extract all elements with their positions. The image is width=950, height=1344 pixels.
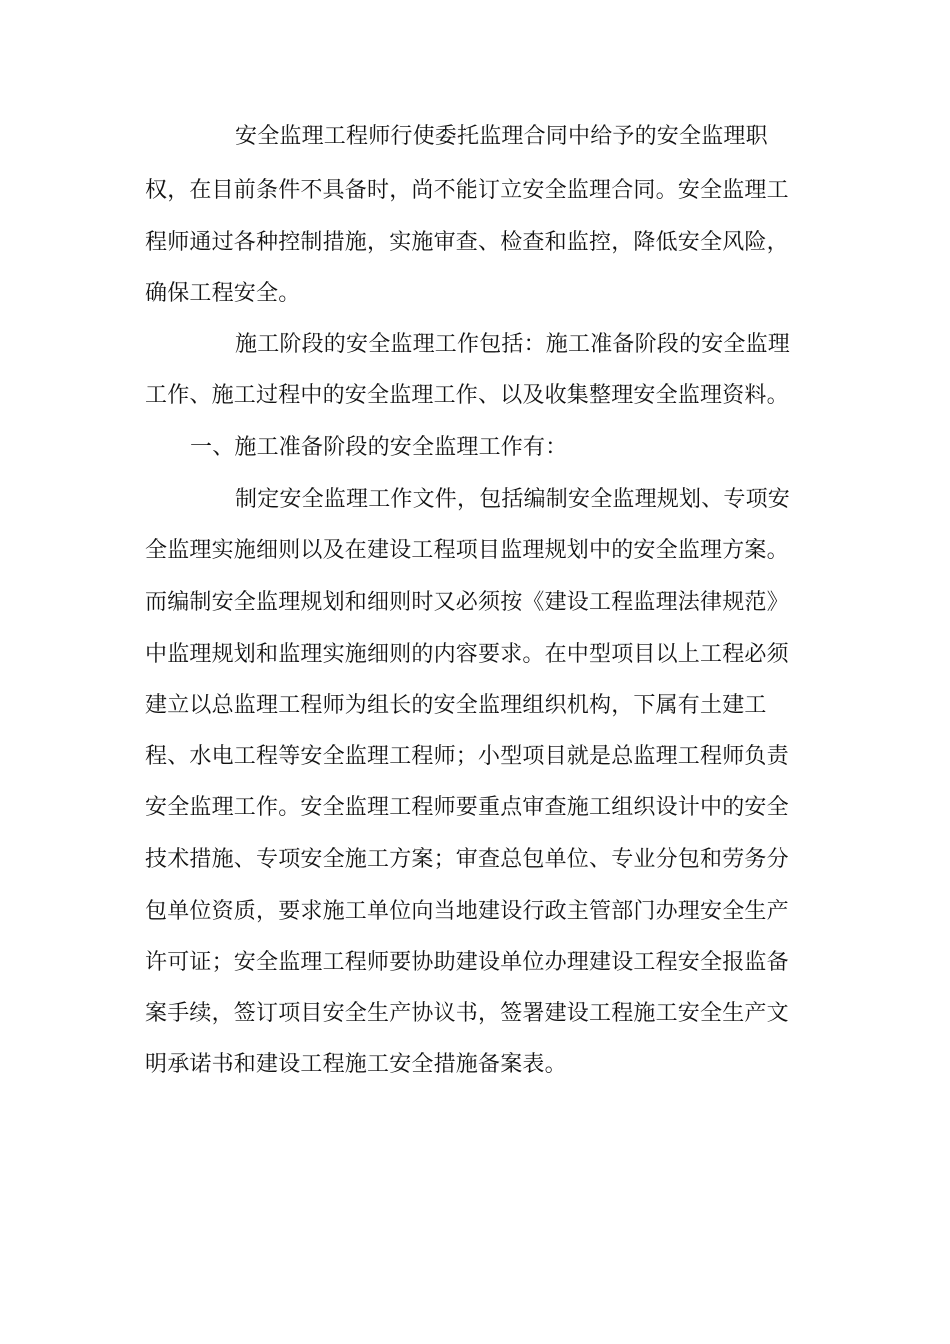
paragraph-2-line-1: 施工阶段的安全监理工作包括：施工准备阶段的安全监理 (235, 332, 791, 357)
paragraph-1-line-2: 权，在目前条件不具备时，尚不能订立安全监理合同。安全监理工 (145, 178, 789, 203)
paragraph-1-line-4: 确保工程安全。 (145, 281, 301, 306)
paragraph-3-line-10: 许可证；安全监理工程师要协助建设单位办理建设工程安全报监备 (145, 950, 789, 975)
paragraph-3-line-12: 明承诺书和建设工程施工安全措施备案表。 (145, 1052, 567, 1077)
paragraph-3-line-7: 安全监理工作。安全监理工程师要重点审查施工组织设计中的安全 (145, 795, 789, 820)
paragraph-2-line-2: 工作、施工过程中的安全监理工作、以及收集整理安全监理资料。 (145, 383, 789, 408)
paragraph-3-line-11: 案手续，签订项目安全生产协议书，签署建设工程施工安全生产文 (145, 1001, 789, 1026)
paragraph-3-line-8: 技术措施、专项安全施工方案；审查总包单位、专业分包和劳务分 (145, 847, 789, 872)
paragraph-3-line-9: 包单位资质，要求施工单位向当地建设行政主管部门办理安全生产 (145, 899, 789, 924)
paragraph-3-line-2: 全监理实施细则以及在建设工程项目监理规划中的安全监理方案。 (145, 538, 789, 563)
paragraph-1-line-3: 程师通过各种控制措施，实施审查、检查和监控，降低安全风险， (145, 230, 789, 255)
paragraph-3-line-6: 程、水电工程等安全监理工程师；小型项目就是总监理工程师负责 (145, 744, 789, 769)
paragraph-3-line-3: 而编制安全监理规划和细则时又必须按《建设工程监理法律规范》 (145, 590, 789, 615)
paragraph-3-line-4: 中监理规划和监理实施细则的内容要求。在中型项目以上工程必须 (145, 642, 789, 667)
paragraph-1-line-1: 安全监理工程师行使委托监理合同中给予的安全监理职 (235, 124, 768, 149)
section-heading: 一、施工准备阶段的安全监理工作有： (190, 435, 568, 460)
paragraph-3-line-1: 制定安全监理工作文件，包括编制安全监理规划、专项安 (235, 487, 791, 512)
paragraph-3-line-5: 建立以总监理工程师为组长的安全监理组织机构，下属有土建工 (145, 693, 767, 718)
